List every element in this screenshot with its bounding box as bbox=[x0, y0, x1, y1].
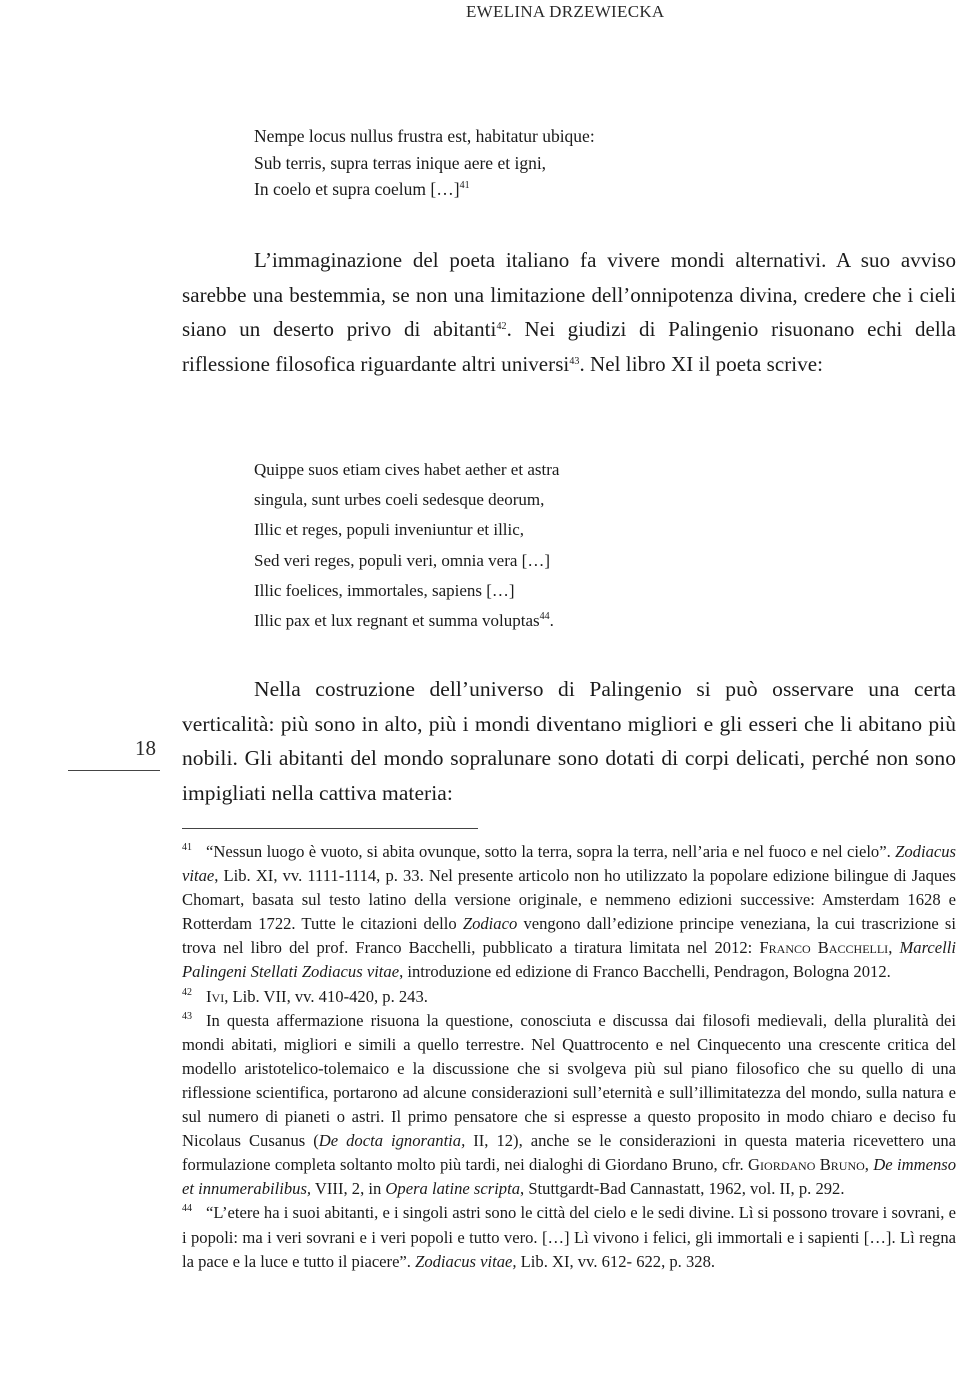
footnote-text: , Stuttgardt-Bad Cannastatt, 1962, vol. II, p. 292. bbox=[520, 1179, 845, 1199]
footnote-title: Zodiacus vitae bbox=[182, 842, 956, 886]
footnote-text: , introduzione ed edizione di Franco Bacchelli, Pendragon, Bologna 2012. bbox=[399, 962, 891, 982]
footnote-title: De docta ignorantia, bbox=[318, 1131, 466, 1151]
footnote-number: 43 bbox=[182, 1010, 192, 1022]
verse-line: Quippe suos etiam cives habet aether et astra bbox=[254, 460, 560, 479]
footnote-text: , Lib. XI, vv. 1111-1114, p. 33. Nel presente articolo non ho utilizzato la popolare edizione bilingue di Jaques Chomart, basata sul testo latino della versione originale, e nemmeno edizioni successive: Amsterdam 1628 e Rotterdam 1722. Tutte le citazioni dello bbox=[182, 866, 956, 934]
footnote-ref-43[interactable]: 43 bbox=[569, 355, 580, 367]
verse-quote-1 bbox=[254, 123, 595, 203]
footnote-author: Franco Bacchelli bbox=[759, 938, 889, 958]
footnote-42 bbox=[182, 985, 956, 1009]
footnote-author: Ivi bbox=[206, 986, 225, 1006]
verse-line: Nempe locus nullus frustra est, habitatur ubique: bbox=[254, 126, 595, 146]
page-number-rule bbox=[68, 770, 160, 771]
verse-quote-2 bbox=[254, 455, 559, 636]
footnote-text: “L’etere ha i suoi abitanti, e i singoli astri sono le città del cielo e le sedi divine. Lì si possono trovare i sovrani, e i popoli: ma i veri sovrani e i veri popoli e tutto vero. […] Lì vivono i felici, gli immortali e i sapienti […]. Lì regna la pace e la luce e tutto il piacere”. bbox=[182, 1203, 956, 1271]
verse-line: Sub terris, supra terras inique aere et igni, bbox=[254, 152, 547, 173]
footnote-ref-41[interactable]: 41 bbox=[459, 180, 470, 192]
verse-line bbox=[254, 606, 559, 636]
footnote-44 bbox=[182, 1201, 956, 1273]
verse-line: Illic et reges, populi inveniuntur et illic, bbox=[254, 520, 525, 540]
verse-line: Illic foelices, immortales, sapiens […] bbox=[254, 580, 515, 600]
footnote-text: “Nessun luogo è vuoto, si abita ovunque, sotto la terra, sopra la terra, nell’aria e nel fuoco e nel cielo”. bbox=[206, 842, 896, 861]
footnote-title: De immenso et innumerabilibus, bbox=[182, 1155, 956, 1199]
footnote-ref-44[interactable]: 44 bbox=[539, 611, 550, 623]
verse-line: Sed veri reges, populi veri, omnia vera […] bbox=[254, 550, 550, 570]
footnote-number: 42 bbox=[182, 986, 192, 998]
footnote-text: VIII, 2, in bbox=[311, 1179, 386, 1199]
paragraph-text: L’immaginazione del poeta italiano fa vivere mondi alternativi. A suo avviso sarebbe una bestemmia, se non una limitazione dell’onnipotenza divina, credere che i cieli siano un deserto privo di abitanti bbox=[182, 248, 956, 341]
footnote-text: Lib. XI, vv. 612- 622, p. 328. bbox=[516, 1251, 716, 1271]
footnote-author: Giordano Bruno bbox=[748, 1155, 865, 1175]
footnote-number: 44 bbox=[182, 1203, 192, 1215]
footnote-43 bbox=[182, 1009, 956, 1202]
body-paragraph-2: Nella costruzione dell’universo di Palingenio si può osservare una certa verticalità: più sono in alto, più i mondi diventano migliori e gli esseri che li abitano più nobili. Gli abitanti del mondo sopralunare sono dotati di corpi delicati, perché non sono impigliati nella cattiva materia: bbox=[182, 677, 956, 805]
verse-line: singula, sunt urbes coeli sedesque deorum, bbox=[254, 490, 545, 510]
body-paragraph-1 bbox=[182, 243, 956, 381]
verse-line bbox=[254, 176, 595, 203]
footnote-text: , bbox=[888, 938, 900, 958]
paragraph-text: . Nei giudizi di Palingenio risuonano echi della riflessione filosofica riguardante altri universi bbox=[182, 317, 957, 376]
footnote-text: II, 12), anche se le considerazioni in questa materia ricevettero una formulazione completa soltanto molto più tardi, nei dialoghi di Giordano Bruno, cfr. bbox=[182, 1131, 956, 1175]
footnote-text: vengono dall’edizione principe veneziana, la cui trascrizione si trova nel libro del prof. Franco Bacchelli, pubblicato a tiratura limitata nel 2012: bbox=[182, 914, 956, 958]
footnote-title: Marcelli Palingeni Stellati Zodiacus vitae bbox=[182, 938, 956, 982]
page-number: 18 bbox=[135, 736, 156, 760]
verse-period: . bbox=[549, 611, 554, 631]
verse-line-text: Illic pax et lux regnant et summa voluptas bbox=[254, 611, 540, 631]
footnote-title: Opera latine scripta bbox=[385, 1179, 521, 1199]
footnote-text: In questa affermazione risuona la questione, conosciuta e discussa dai filosofi medievali, della pluralità dei mondi abitati, migliori e simili a quello terrestre. Nel Quattrocento e nel Cinquecento una crescente critica del modello aristotelico-tolemaico e la discussione che si svolgeva più sul piano filosofico che su quello di una riflessione scientifica, portarono ad alcune considerazioni sull’eternità e sull’illimitatezza del mondo, sulla natura e sul numero di pianeti o astri. Il primo pensatore che si espresse a questo proposito in modo chiaro e deciso fu Nicolaus Cusanus ( bbox=[182, 1010, 956, 1151]
footnote-separator bbox=[182, 828, 478, 829]
footnote-text: , Lib. VII, vv. 410-420, p. 243. bbox=[224, 986, 428, 1006]
verse-line-text: In coelo et supra coelum […] bbox=[254, 179, 460, 200]
footnotes bbox=[182, 840, 956, 1274]
footnote-number: 41 bbox=[182, 842, 192, 853]
footnote-41 bbox=[182, 840, 956, 985]
paragraph-text: . Nel libro XI il poeta scrive: bbox=[579, 351, 823, 376]
footnote-ref-42[interactable]: 42 bbox=[496, 321, 507, 332]
footnote-text: , bbox=[864, 1155, 874, 1175]
running-head: EWELINA DRZEWIECKA bbox=[466, 2, 665, 21]
footnote-title: Zodiaco bbox=[462, 914, 518, 934]
footnote-title: Zodiacus vitae, bbox=[415, 1251, 517, 1271]
